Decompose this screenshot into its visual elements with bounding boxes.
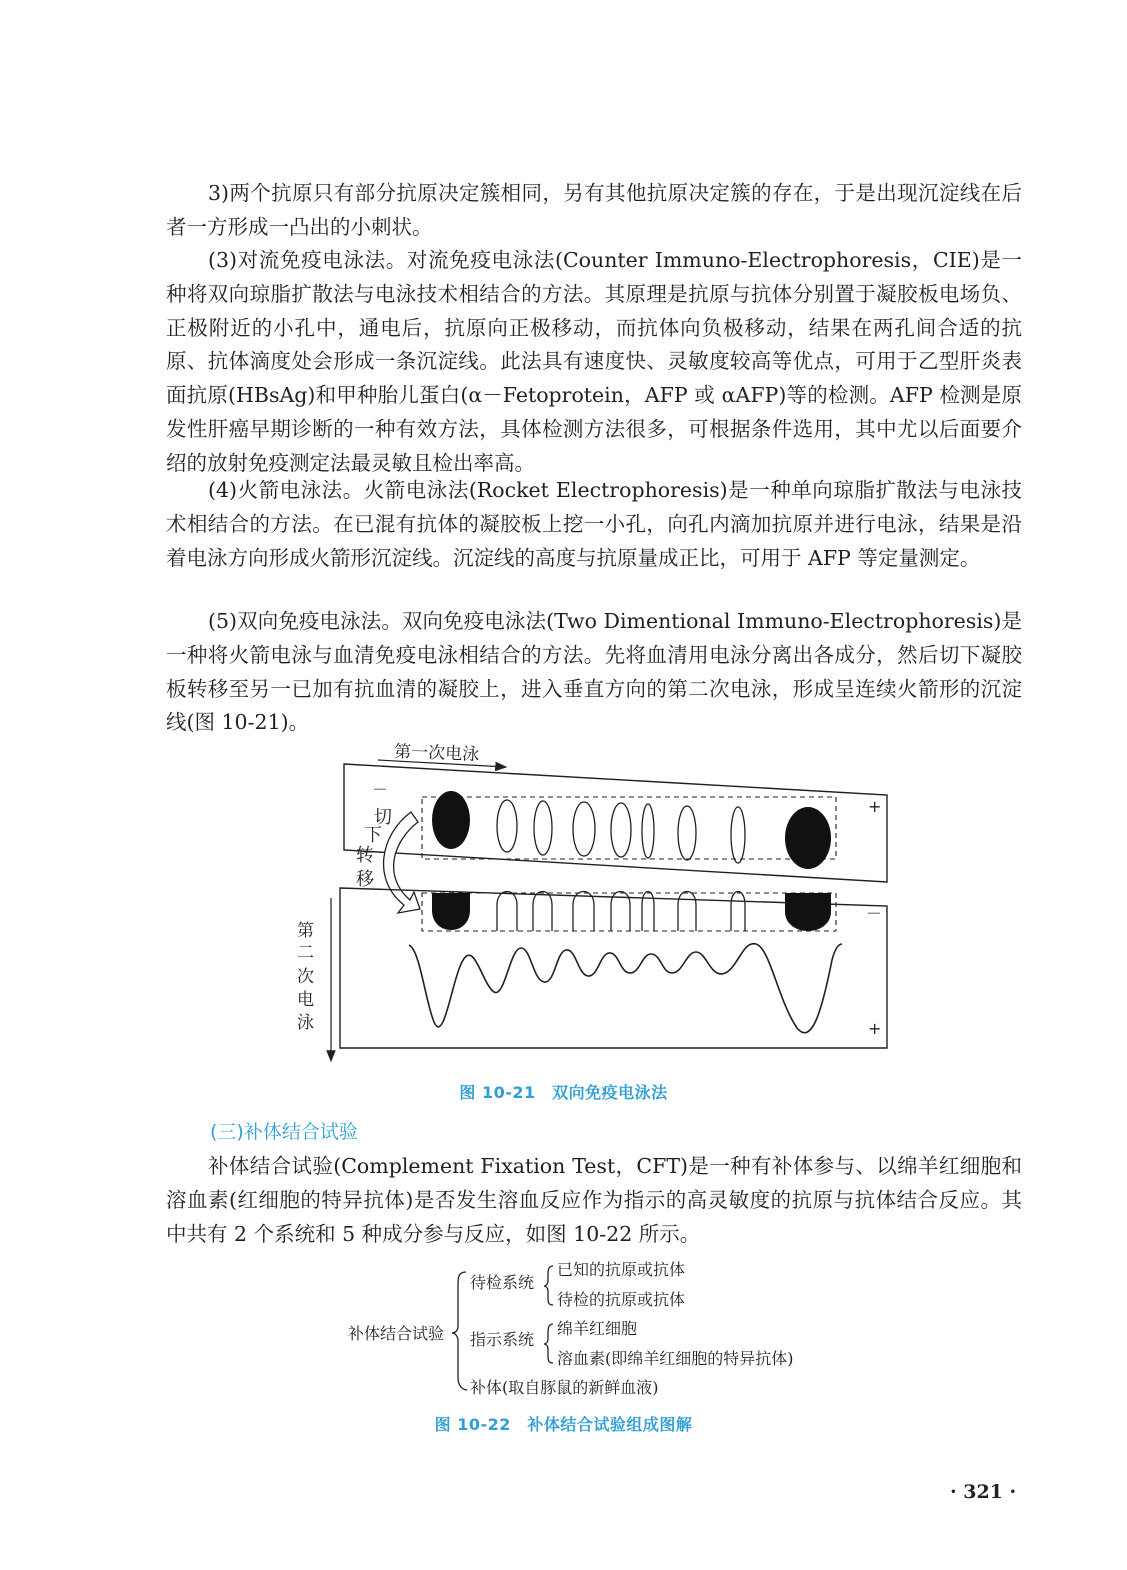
tree-item-hemolysin: 溶血素(即绵羊红细胞的特异抗体) [557, 1349, 794, 1368]
tree-root: 补体结合试验 [348, 1324, 445, 1343]
tree-item-known-antigen: 已知的抗原或抗体 [557, 1260, 686, 1279]
first-run-label: 第一次电泳 [393, 742, 480, 765]
second-run-char-4: 电 [297, 990, 314, 1010]
branch2-brace [544, 1324, 553, 1363]
paragraph-counter-immunoelectrophoresis: (3)对流免疫电泳法。对流免疫电泳法(Counter Immuno-Electrophoresis，CIE)是一种将双向琼脂扩散法与电泳技术相结合的方法。其原理是抗原与抗体分别置于凝胶板电场负、正极附近的小孔中，通电后，抗原向正极移动，而抗体向负极移动，结果在两孔间合适的抗原、抗体滴度处会形成一条沉淀线。此法具有速度快、灵敏度较高等优点，可用于乙型肝炎表面抗原(HBsAg)和甲种胎儿蛋白(α－Fetoprotein，AFP 或 αAFP)等的检测。AFP 检测是原发性肝癌早期诊断的一种有效方法，具体检测方法很多，可根据条件选用，其中尤以后面要介绍的放射免疫测定法最灵敏且检出率高。 [166, 248, 1022, 475]
tree-item-sheep-rbc: 绵羊红细胞 [557, 1319, 638, 1338]
tree-branch-complement: 补体(取自豚鼠的新鲜血液) [470, 1378, 659, 1397]
cut-char-3: 转 [356, 845, 374, 866]
figure-10-22-tree [348, 1260, 794, 1397]
root-bracket [452, 1272, 467, 1390]
bottom-strip-minus: － [866, 904, 883, 923]
top-strip-bands [497, 800, 745, 863]
section-heading-cft: (三)补体结合试验 [210, 1121, 358, 1143]
tree-branch-test-system: 待检系统 [470, 1273, 535, 1292]
paragraph-antigen-determinant: 3)两个抗原只有部分抗原决定簇相同，另有其他抗原决定簇的存在，于是出现沉淀线在后者一方形成一凸出的小刺状。 [166, 181, 1022, 239]
second-run-char-3: 次 [297, 967, 314, 987]
bottom-right-spot [785, 893, 831, 931]
tree-branch-indicator-system: 指示系统 [470, 1330, 535, 1349]
cut-char-2: 下 [364, 825, 382, 846]
page-number: · 321 · [950, 1481, 1017, 1503]
paragraph-complement-fixation: 补体结合试验(Complement Fixation Test，CFT)是一种有补体参与、以绵羊红细胞和溶血素(红细胞的特异抗体)是否发生溶血反应作为指示的高灵敏度的抗原与抗体结合反应。其中共有 2 个系统和 5 种成分参与反应，如图 10-22 所示。 [166, 1154, 1022, 1246]
bottom-strip-plus: + [868, 1019, 882, 1038]
figure-10-22-caption: 图 10-22 补体结合试验组成图解 [434, 1415, 693, 1434]
branch1-brace [544, 1266, 553, 1305]
cut-char-4: 移 [356, 869, 374, 890]
top-gel-dashed-strip [422, 797, 836, 859]
top-strip-minus: － [372, 780, 389, 799]
tree-item-tested-antigen: 待检的抗原或抗体 [557, 1290, 686, 1309]
figure-10-21-caption: 图 10-21 双向免疫电泳法 [459, 1083, 668, 1102]
cut-char-1: 切 [374, 807, 392, 828]
second-run-char-5: 泳 [297, 1013, 314, 1033]
top-left-spot [432, 791, 470, 849]
top-right-spot [785, 807, 831, 869]
second-run-char-1: 第 [297, 921, 314, 941]
bottom-left-spot [432, 893, 470, 930]
precipitation-curve [409, 944, 842, 1033]
top-strip-plus: + [868, 797, 882, 816]
paragraph-two-dimensional-ie: (5)双向免疫电泳法。双向免疫电泳法(Two Dimentional Immuno-Electrophoresis)是一种将火箭电泳与血清免疫电泳相结合的方法。先将血清用电泳分离出各成分，然后切下凝胶板转移至另一已加有抗血清的凝胶上，进入垂直方向的第二次电泳，形成呈连续火箭形的沉淀线(图 10-21)。 [166, 609, 1022, 735]
paragraph-rocket-electrophoresis: (4)火箭电泳法。火箭电泳法(Rocket Electrophoresis)是一种单向琼脂扩散法与电泳技术相结合的方法。在已混有抗体的凝胶板上挖一小孔，向孔内滴加抗原并进行电泳，结果是沿着电泳方向形成火箭形沉淀线。沉淀线的高度与抗原量成正比，可用于 AFP 等定量测定。 [166, 478, 1022, 570]
second-run-char-2: 二 [297, 943, 314, 963]
